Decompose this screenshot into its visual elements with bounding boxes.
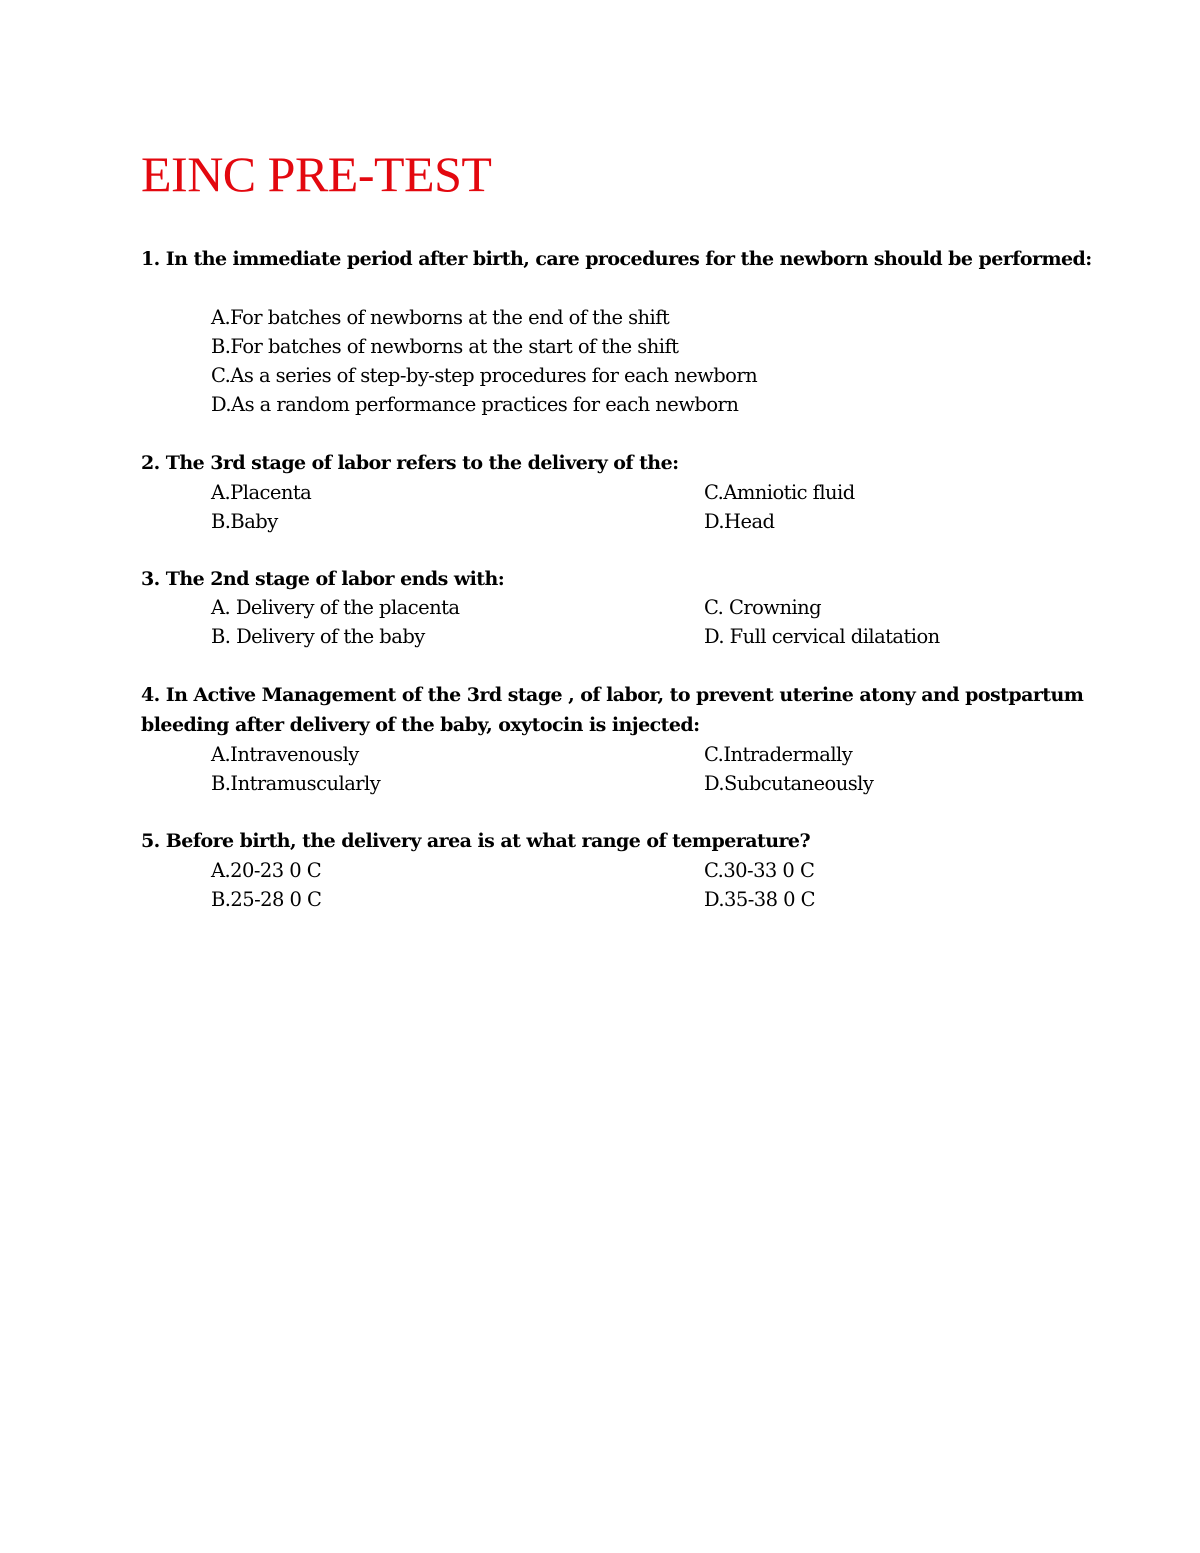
question-3-option-b: B. Delivery of the baby bbox=[211, 625, 425, 648]
question-1-option-d: D.As a random performance practices for each newborn bbox=[211, 393, 739, 416]
question-4-text: 4. In Active Management of the 3rd stage , of labor, to prevent uterine atony and postpartum bleeding after delivery of the baby, oxytocin is injected: bbox=[141, 684, 1084, 736]
question-1-option-b: B.For batches of newborns at the start of the shift bbox=[211, 335, 679, 358]
question-3-option-a: A. Delivery of the placenta bbox=[211, 596, 460, 619]
question-3-text: 3. The 2nd stage of labor ends with: bbox=[141, 568, 505, 590]
question-4-option-b: B.Intramuscularly bbox=[211, 772, 381, 795]
question-2-option-c: C.Amniotic fluid bbox=[704, 481, 855, 504]
question-2-option-a: A.Placenta bbox=[211, 481, 312, 504]
question-5-text: 5. Before birth, the delivery area is at what range of temperature? bbox=[141, 830, 811, 852]
question-2-text: 2. The 3rd stage of labor refers to the delivery of the: bbox=[141, 452, 679, 474]
question-2-option-b: B.Baby bbox=[211, 510, 278, 533]
question-4-option-d: D.Subcutaneously bbox=[704, 772, 874, 795]
question-5-option-b: B.25-28 0 C bbox=[211, 888, 322, 911]
question-2-option-d: D.Head bbox=[704, 510, 775, 533]
question-1-option-c: C.As a series of step-by-step procedures for each newborn bbox=[211, 364, 758, 387]
question-3-option-d: D. Full cervical dilatation bbox=[704, 625, 940, 648]
question-5-option-a: A.20-23 0 C bbox=[211, 859, 322, 882]
question-3-option-c: C. Crowning bbox=[704, 596, 822, 619]
question-4-option-a: A.Intravenously bbox=[211, 743, 359, 766]
question-4-option-c: C.Intradermally bbox=[704, 743, 853, 766]
question-1-option-a: A.For batches of newborns at the end of the shift bbox=[211, 306, 670, 329]
question-1-text: 1. In the immediate period after birth, care procedures for the newborn should be performed: bbox=[141, 248, 1092, 270]
question-5-option-d: D.35-38 0 C bbox=[704, 888, 816, 911]
question-5-option-c: C.30-33 0 C bbox=[704, 859, 815, 882]
page-title: EINC PRE-TEST bbox=[141, 146, 492, 202]
